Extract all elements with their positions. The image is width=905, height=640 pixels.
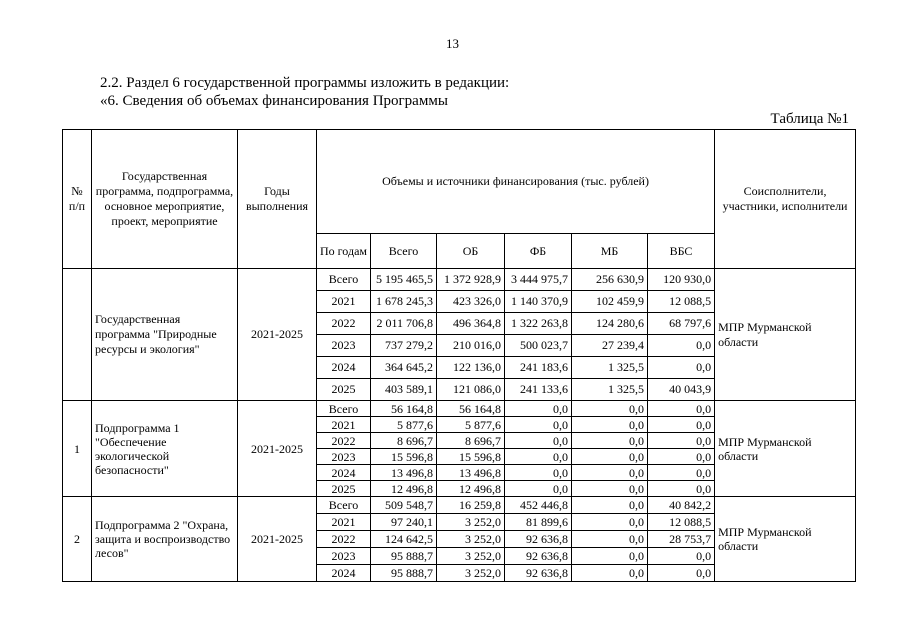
cell-ob: 13 496,8 [437, 465, 505, 481]
cell-mb: 0,0 [572, 401, 648, 417]
cell-vbs: 0,0 [648, 548, 715, 565]
cell-ob: 8 696,7 [437, 433, 505, 449]
cell-ob: 3 252,0 [437, 548, 505, 565]
cell-total: 403 589,1 [371, 379, 437, 401]
cell-total: 15 596,8 [371, 449, 437, 465]
cell-vbs: 12 088,5 [648, 291, 715, 313]
cell-fb: 1 322 263,8 [505, 313, 572, 335]
cell-fb: 1 140 370,9 [505, 291, 572, 313]
cell-fb: 0,0 [505, 465, 572, 481]
cell-mb: 27 239,4 [572, 335, 648, 357]
intro-text [100, 74, 509, 110]
cell-fb: 0,0 [505, 433, 572, 449]
cell-participant: МПР Мурманской области [715, 401, 856, 497]
cell-vbs: 0,0 [648, 565, 715, 582]
cell-vbs: 0,0 [648, 433, 715, 449]
cell-period: Всего [317, 497, 371, 514]
cell-total: 737 279,2 [371, 335, 437, 357]
cell-mb: 0,0 [572, 481, 648, 497]
cell-fb: 452 446,8 [505, 497, 572, 514]
cell-participant: МПР Мурманской области [715, 497, 856, 582]
cell-ob: 1 372 928,9 [437, 269, 505, 291]
cell-period: 2024 [317, 565, 371, 582]
cell-ob: 122 136,0 [437, 357, 505, 379]
cell-vbs: 120 930,0 [648, 269, 715, 291]
cell-mb: 0,0 [572, 433, 648, 449]
cell-period: 2023 [317, 449, 371, 465]
cell-fb: 0,0 [505, 417, 572, 433]
cell-fb: 0,0 [505, 481, 572, 497]
cell-ob: 15 596,8 [437, 449, 505, 465]
cell-total: 5 877,6 [371, 417, 437, 433]
cell-period: 2024 [317, 357, 371, 379]
cell-mb: 1 325,5 [572, 379, 648, 401]
cell-total: 5 195 465,5 [371, 269, 437, 291]
cell-total: 56 164,8 [371, 401, 437, 417]
cell-period: 2021 [317, 417, 371, 433]
cell-ob: 56 164,8 [437, 401, 505, 417]
cell-participant: МПР Мурманской области [715, 269, 856, 401]
cell-total: 13 496,8 [371, 465, 437, 481]
intro-line-1: 2.2. Раздел 6 государственной программы изложить в редакции: [100, 75, 510, 91]
cell-fb: 241 183,6 [505, 357, 572, 379]
cell-fb: 241 133,6 [505, 379, 572, 401]
cell-total: 95 888,7 [371, 565, 437, 582]
header-volumes: Объемы и источники финансирования (тыс. рублей) [317, 130, 715, 234]
table-row [63, 269, 856, 291]
cell-total: 364 645,2 [371, 357, 437, 379]
cell-period: Всего [317, 401, 371, 417]
header-num: № п/п [63, 130, 92, 269]
cell-years: 2021-2025 [238, 269, 317, 401]
cell-name: Подпрограмма 1 "Обеспечение экологической безопасности" [92, 401, 238, 497]
cell-fb: 81 899,6 [505, 514, 572, 531]
header-fb: ФБ [505, 234, 572, 269]
header-participants: Соисполнители, участники, исполнители [715, 130, 856, 269]
cell-period: 2021 [317, 291, 371, 313]
cell-vbs: 12 088,5 [648, 514, 715, 531]
table-row [63, 497, 856, 514]
cell-period: 2022 [317, 433, 371, 449]
page-number: 13 [446, 36, 459, 51]
cell-period: 2022 [317, 313, 371, 335]
cell-vbs: 0,0 [648, 449, 715, 465]
financing-table [62, 129, 856, 582]
cell-fb: 0,0 [505, 401, 572, 417]
cell-vbs: 0,0 [648, 465, 715, 481]
header-mb: МБ [572, 234, 648, 269]
cell-vbs: 0,0 [648, 401, 715, 417]
cell-mb: 0,0 [572, 565, 648, 582]
cell-fb: 92 636,8 [505, 531, 572, 548]
cell-mb: 0,0 [572, 449, 648, 465]
intro-line-2: «6. Сведения об объемах финансирования Программы [100, 93, 448, 109]
cell-vbs: 0,0 [648, 357, 715, 379]
cell-vbs: 0,0 [648, 417, 715, 433]
cell-total: 8 696,7 [371, 433, 437, 449]
cell-period: Всего [317, 269, 371, 291]
cell-mb: 0,0 [572, 497, 648, 514]
cell-period: 2025 [317, 481, 371, 497]
cell-num: 2 [63, 497, 92, 582]
cell-years: 2021-2025 [238, 497, 317, 582]
cell-vbs: 40 842,2 [648, 497, 715, 514]
cell-period: 2025 [317, 379, 371, 401]
cell-num [63, 269, 92, 401]
table-label: Таблица №1 [770, 111, 849, 127]
cell-mb: 0,0 [572, 548, 648, 565]
header-total: Всего [371, 234, 437, 269]
cell-vbs: 0,0 [648, 481, 715, 497]
cell-ob: 3 252,0 [437, 514, 505, 531]
cell-period: 2024 [317, 465, 371, 481]
header-years: Годы выполнения [238, 130, 317, 269]
cell-mb: 256 630,9 [572, 269, 648, 291]
cell-fb: 500 023,7 [505, 335, 572, 357]
cell-fb: 0,0 [505, 449, 572, 465]
cell-total: 1 678 245,3 [371, 291, 437, 313]
cell-fb: 92 636,8 [505, 565, 572, 582]
table-row [63, 401, 856, 417]
cell-total: 95 888,7 [371, 548, 437, 565]
cell-period: 2023 [317, 548, 371, 565]
cell-num: 1 [63, 401, 92, 497]
cell-name: Государственная программа "Природные ресурсы и экология" [92, 269, 238, 401]
table-body [63, 269, 856, 582]
cell-ob: 121 086,0 [437, 379, 505, 401]
cell-vbs: 28 753,7 [648, 531, 715, 548]
cell-period: 2021 [317, 514, 371, 531]
cell-mb: 1 325,5 [572, 357, 648, 379]
header-by-years: По годам [317, 234, 371, 269]
cell-mb: 0,0 [572, 465, 648, 481]
cell-vbs: 68 797,6 [648, 313, 715, 335]
cell-ob: 12 496,8 [437, 481, 505, 497]
cell-ob: 423 326,0 [437, 291, 505, 313]
cell-total: 2 011 706,8 [371, 313, 437, 335]
cell-mb: 0,0 [572, 514, 648, 531]
cell-mb: 102 459,9 [572, 291, 648, 313]
cell-period: 2022 [317, 531, 371, 548]
cell-ob: 210 016,0 [437, 335, 505, 357]
cell-ob: 3 252,0 [437, 565, 505, 582]
header-ob: ОБ [437, 234, 505, 269]
cell-fb: 92 636,8 [505, 548, 572, 565]
cell-mb: 0,0 [572, 531, 648, 548]
header-vbs: ВБС [648, 234, 715, 269]
cell-ob: 3 252,0 [437, 531, 505, 548]
cell-ob: 5 877,6 [437, 417, 505, 433]
header-name: Государственная программа, подпрограмма, основное мероприятие, проект, мероприятие [92, 130, 238, 269]
cell-fb: 3 444 975,7 [505, 269, 572, 291]
cell-total: 124 642,5 [371, 531, 437, 548]
cell-mb: 0,0 [572, 417, 648, 433]
cell-vbs: 40 043,9 [648, 379, 715, 401]
cell-total: 97 240,1 [371, 514, 437, 531]
cell-name: Подпрограмма 2 "Охрана, защита и воспроизводство лесов" [92, 497, 238, 582]
cell-ob: 496 364,8 [437, 313, 505, 335]
cell-mb: 124 280,6 [572, 313, 648, 335]
cell-total: 509 548,7 [371, 497, 437, 514]
cell-total: 12 496,8 [371, 481, 437, 497]
cell-vbs: 0,0 [648, 335, 715, 357]
cell-years: 2021-2025 [238, 401, 317, 497]
cell-ob: 16 259,8 [437, 497, 505, 514]
cell-period: 2023 [317, 335, 371, 357]
